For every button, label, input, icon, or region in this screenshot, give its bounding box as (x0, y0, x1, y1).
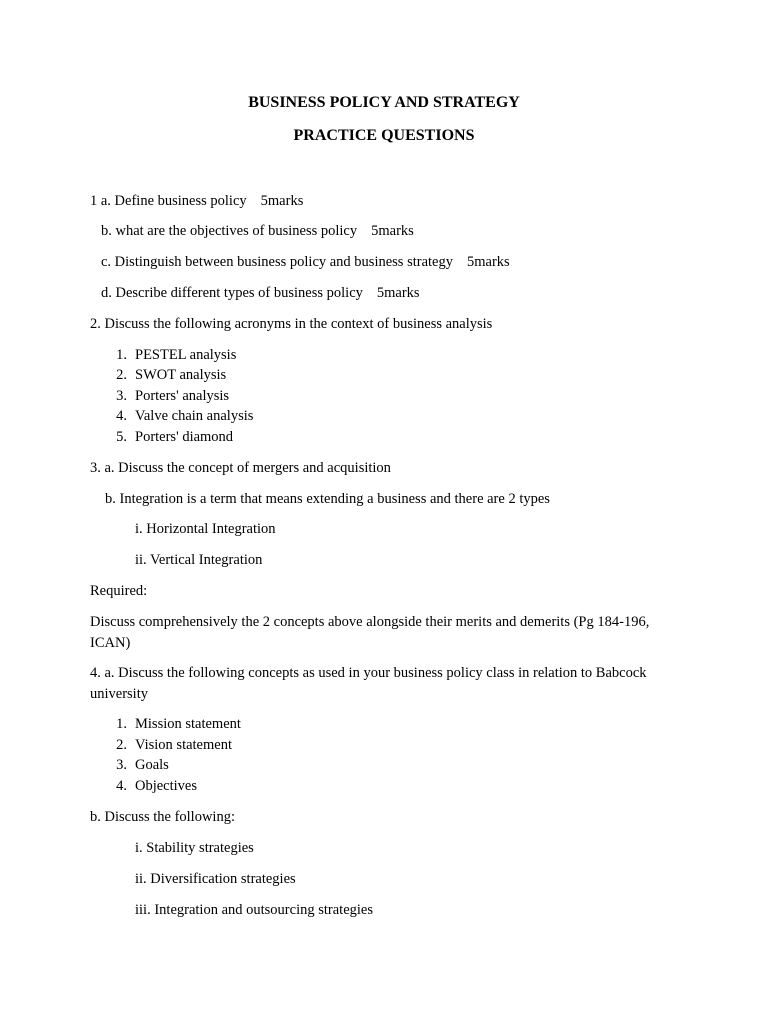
question-3a: 3. a. Discuss the concept of mergers and acquisition (90, 460, 391, 476)
question-1d (101, 283, 420, 303)
list-item (105, 755, 169, 775)
list-item (105, 776, 197, 796)
list-item-label: Valve chain analysis (135, 408, 254, 424)
question-3b-ii: ii. Vertical Integration (135, 552, 263, 568)
question-1b (101, 221, 414, 241)
question-1a-text: 1 a. Define business policy (90, 193, 247, 209)
question-1d-marks: 5marks (376, 285, 420, 301)
question-3b: b. Integration is a term that means extending a business and there are 2 types (105, 491, 550, 507)
list-item-label: Porters' analysis (135, 388, 230, 404)
question-1c-marks: 5marks (466, 254, 510, 270)
list-item-number: 4. (116, 408, 127, 424)
question-1c-text: c. Distinguish between business policy and business strategy (101, 254, 453, 270)
list-item-label: PESTEL analysis (135, 347, 237, 363)
list-item (105, 735, 232, 755)
list-item-number: 5. (116, 429, 127, 445)
document-title: BUSINESS POLICY AND STRATEGY (248, 94, 520, 111)
question-1b-marks: 5marks (371, 223, 414, 239)
list-item-label: Porters' diamond (135, 429, 234, 445)
list-item-label: Mission statement (135, 716, 241, 732)
list-item-label: Objectives (135, 778, 198, 794)
document-subtitle: PRACTICE QUESTIONS (293, 127, 475, 144)
question-1a (90, 191, 303, 211)
question-4b-ii: ii. Diversification strategies (135, 871, 296, 887)
required-label: Required: (90, 583, 148, 599)
list-item-label: Goals (135, 757, 169, 773)
list-item-number: 3. (116, 388, 127, 404)
question-4a: 4. a. Discuss the following concepts as used in your business policy class in relation to Babcock university (90, 665, 647, 702)
question-4b-iii: iii. Integration and outsourcing strategies (135, 902, 373, 918)
list-item-number: 2. (116, 737, 127, 753)
list-item (105, 345, 236, 365)
question-4b-i: i. Stability strategies (135, 840, 254, 856)
question-1d-text: d. Describe different types of business policy (101, 285, 363, 301)
list-item (105, 427, 233, 447)
question-1b-text: b. what are the objectives of business policy (101, 223, 358, 239)
list-item-number: 4. (116, 778, 127, 794)
question-3b-i: i. Horizontal Integration (135, 521, 276, 537)
question-3-instruction: Discuss comprehensively the 2 concepts above alongside their merits and demerits (Pg 184-196, ICAN) (90, 614, 650, 651)
list-item (105, 406, 253, 426)
list-item-number: 1. (116, 716, 127, 732)
list-item (105, 386, 229, 406)
list-item-label: SWOT analysis (135, 367, 227, 383)
list-item (105, 365, 226, 385)
list-item-number: 3. (116, 757, 127, 773)
list-item-label: Vision statement (135, 737, 232, 753)
question-1a-marks: 5marks (260, 193, 304, 209)
list-item-number: 2. (116, 367, 127, 383)
question-1c (101, 252, 510, 272)
list-item-number: 1. (116, 347, 127, 363)
question-4b: b. Discuss the following: (90, 809, 235, 825)
question-2: 2. Discuss the following acronyms in the context of business analysis (90, 316, 493, 332)
list-item (105, 714, 241, 734)
